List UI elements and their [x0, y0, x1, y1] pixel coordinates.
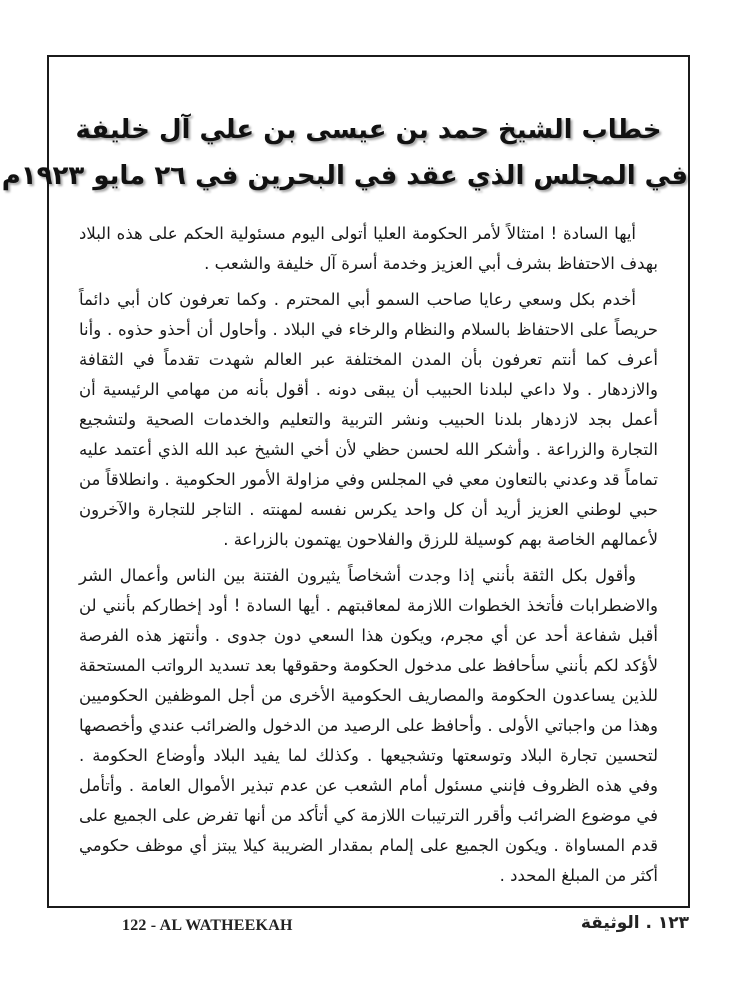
paragraph-2: أخدم بكل وسعي رعايا صاحب السمو أبي المحترم . وكما تعرفون كان أبي دائماً حريصاً على الاحتفاظ بالسلام والنظام والرخاء في البلاد . وأحاول أن أحذو حذوه . وأنا أعرف كما أنتم تعرفون بأن المدن المختلفة عبر العالم شهدت تقدماً في الثقافة والازدهار . ولا داعي لبلدنا الحبيب أن يبقى دونه . أقول بأنه من مهامي الرئيسية أن أعمل بجد لازدهار بلدنا الحبيب ونشر التربية والتعليم والخدمات الصحية ولتشجيع التجارة والزراعة . وأشكر الله لحسن حظي لأن أخي الشيخ عبد الله الذي أعتمد عليه تماماً قد وعدني بالتعاون معي في المجلس وفي مزاولة الأمور الحكومية . وانطلاقاً من حبي لوطني العزيز أريد أن كل واحد يكرس نفسه لمهنته . التاجر للتجارة والآخرون لأعمالهم الخاصة بهم كوسيلة للرزق والفلاحون يهتمون بالزراعة .	[79, 290, 658, 549]
paragraph-1: أيها السادة ! امتثالاً لأمر الحكومة العليا أتولى اليوم مسئولية الحكم على هذه البلاد بهدف الاحتفاظ بشرف أبي العزيز وخدمة أسرة آل خليفة والشعب .	[79, 224, 658, 273]
speech-body	[79, 219, 658, 897]
document-frame	[1, 55, 690, 908]
footer-page-label-english: 122 - AL WATHEEKAH	[122, 917, 293, 934]
footer-page-label-arabic: ١٢٣ . الوثيقة	[580, 913, 689, 933]
title-line-1: خطاب الشيخ حمد بن عيسى بن علي آل خليفة	[75, 115, 662, 145]
paragraph-3: وأقول بكل الثقة بأنني إذا وجدت أشخاصاً يثيرون الفتنة بين الناس وأعمال الشر والاضطرابات فأتخذ الخطوات اللازمة لمعاقبتهم . أيها السادة ! أود إخطاركم بأنني لن أقبل شفاعة أحد عن أي مجرم، ويكون هذا السعي دون جدوى . وأنتهز هذه الفرصة لأؤكد لكم بأنني سأحافظ على مدخول الحكومة وحقوقها بعد تسديد الرواتب المستحقة للذين يساعدون الحكومة والمصاريف الحكومية الأخرى من أجل الموظفين الحكوميين وهذا من واجباتي الأولى . وأحافظ على الرصيد من الدخول والضرائب عندي وأخصصها لتحسين تجارة البلاد وتوسعتها وتشجيعها . وكذلك لما يفيد البلاد وأوضاع الحكومة . وفي هذه الظروف فإنني مسئول أمام الشعب عن عدم تبذير الأموال العامة . وأتأمل في موضوع الضرائب وأقرر الترتيبات اللازمة كي أتأكد من أنها تفرض على الجميع على قدم المساواة . ويكون الجميع على إلمام بمقدار الضريبة كيلا يبتز أي موظف حكومي أكثر من المبلغ المحدد .	[79, 566, 658, 885]
title-line-2: في المجلس الذي عقد في البحرين في ٢٦ مايو ١٩٢٣م	[1, 161, 688, 191]
